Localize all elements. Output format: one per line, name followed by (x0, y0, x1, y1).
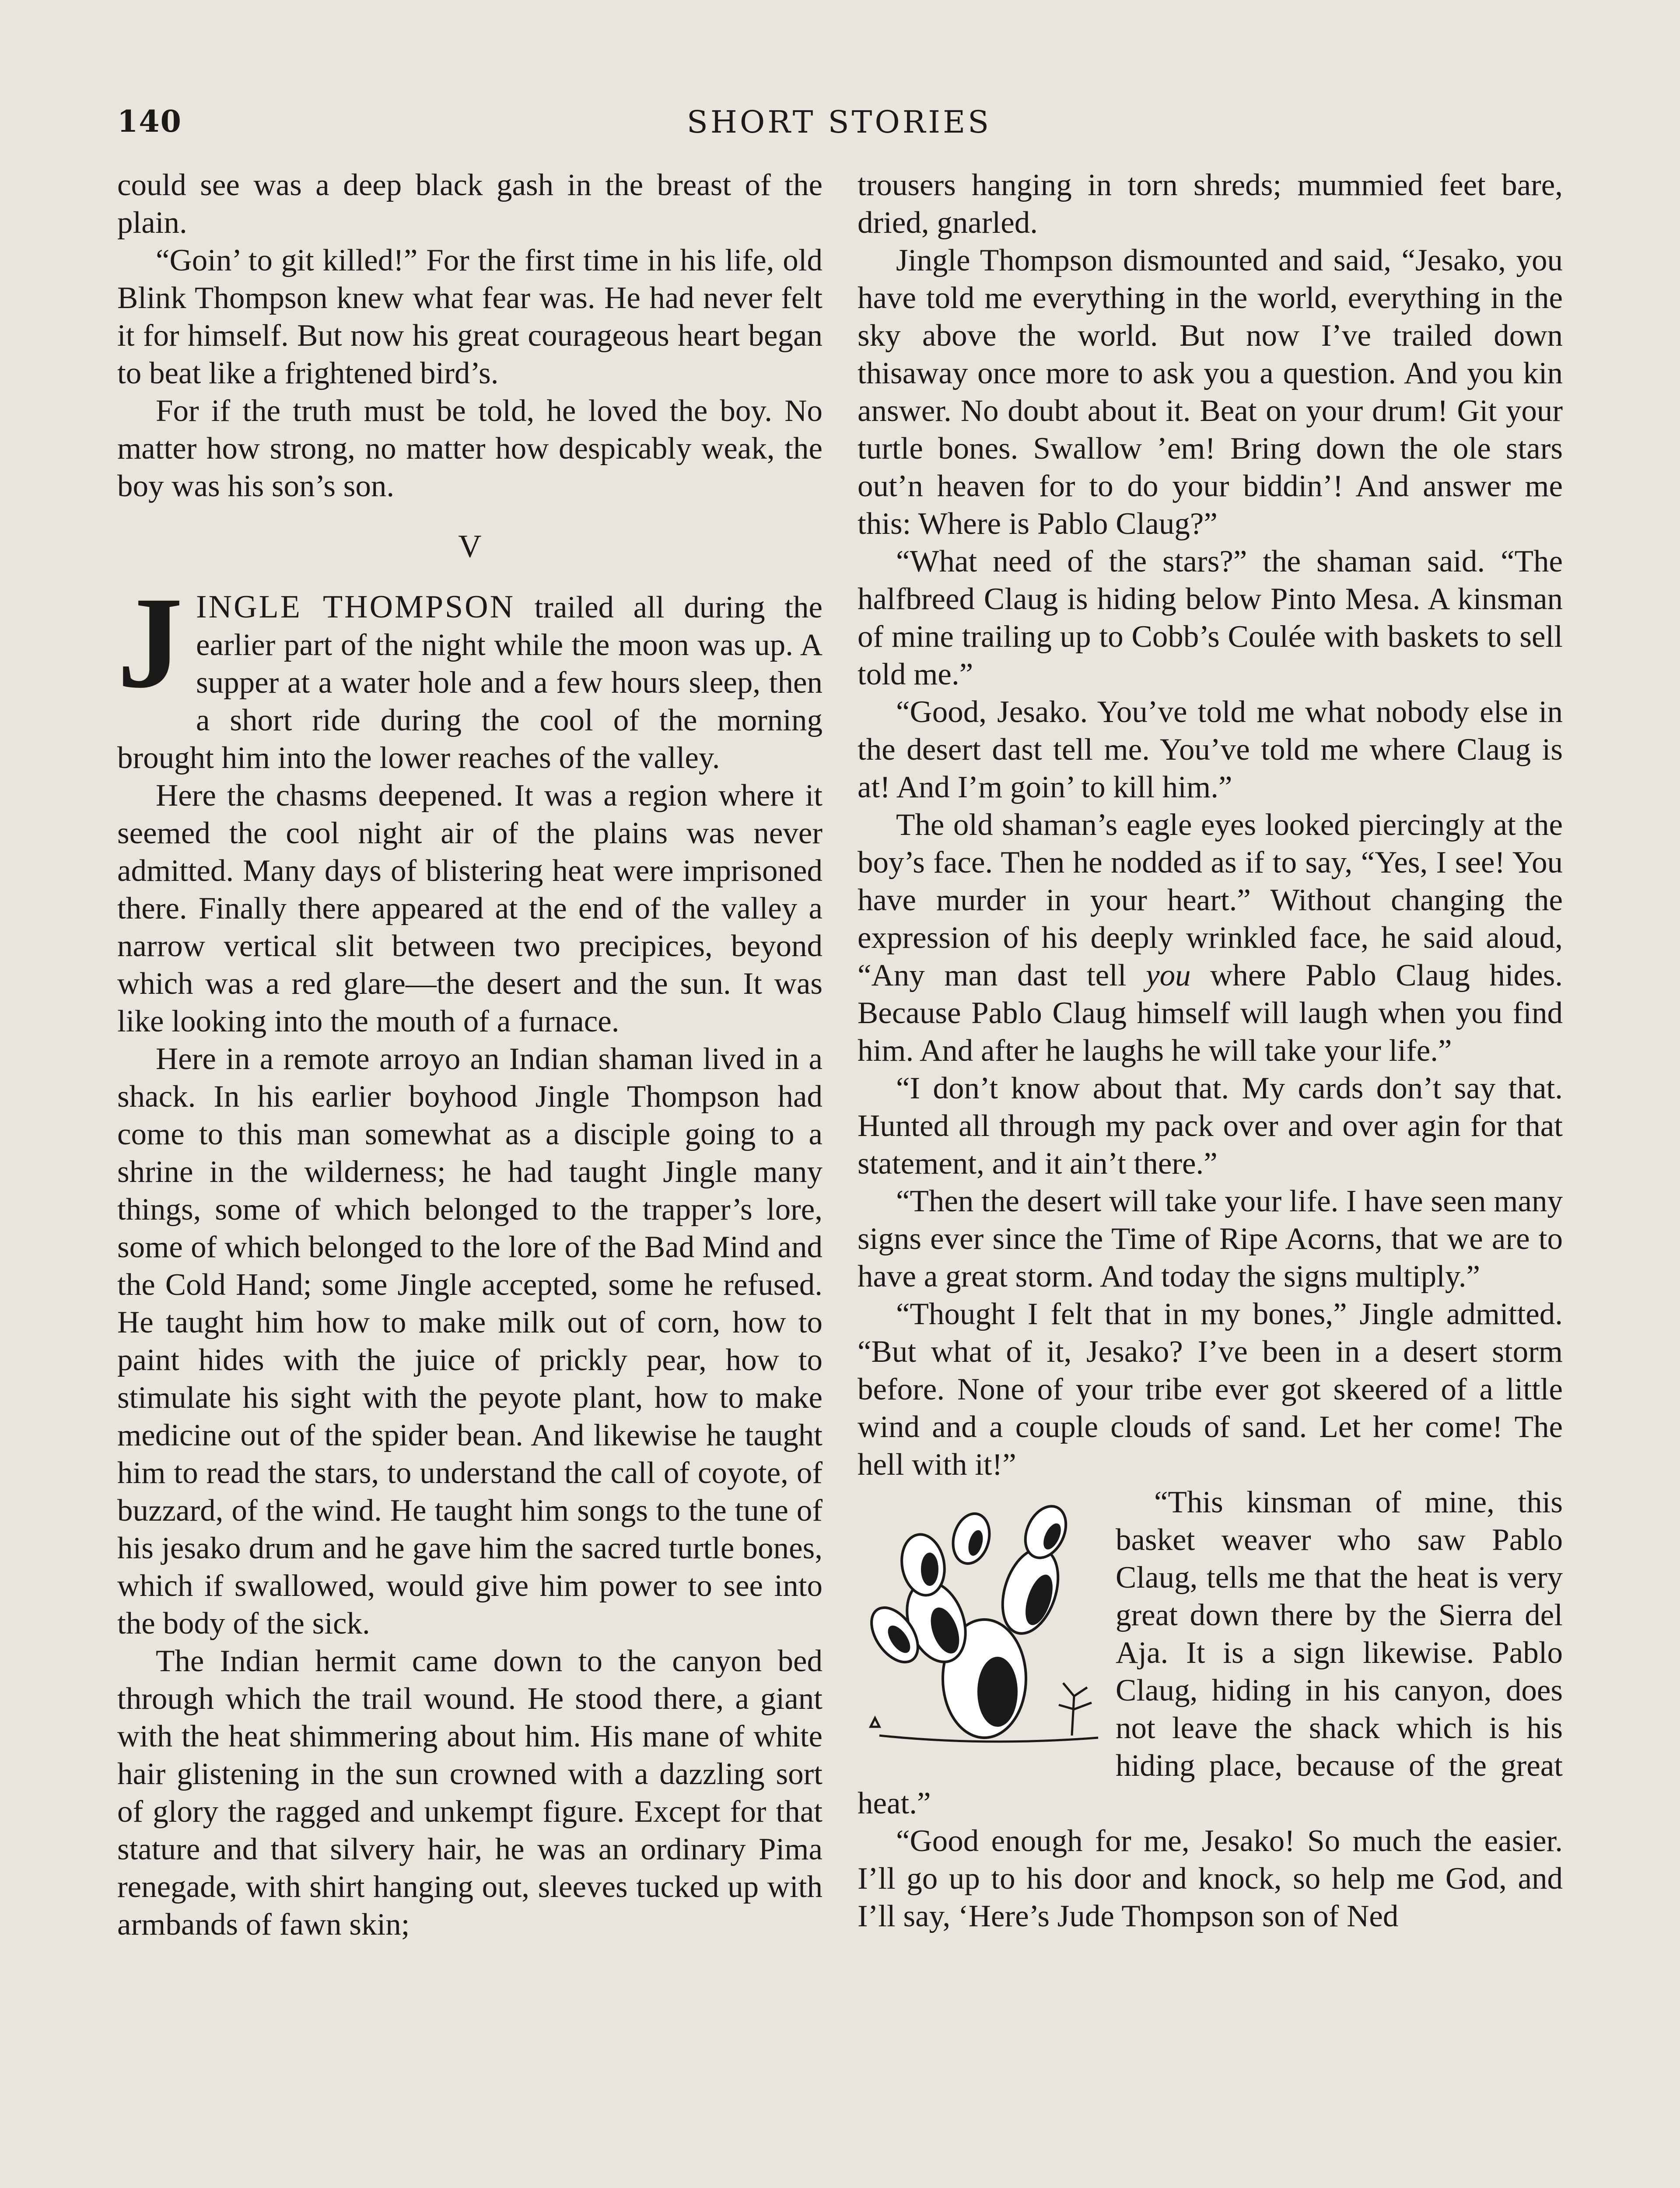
running-head: SHORT STORIES (686, 104, 992, 140)
italic-word: you (1146, 958, 1191, 992)
page-number: 140 (117, 104, 182, 139)
paragraph-text: The old shaman’s eagle eyes looked piercingly at the boy’s face. Then he nodded as if to say, “Yes, I see! You have murder in your heart.” Without changing the expression of his deeply wrinkled face, he said aloud, “Any man dast tell (858, 808, 1563, 992)
paragraph: “Goin’ to git killed!” For the first time in his life, old Blink Thompson knew what fear was. He had never felt it for himself. But now his great courageous heart began to beat like a frightened bird’s. (117, 243, 822, 390)
paragraph: “What need of the stars?” the shaman said. “The halfbreed Claug is hiding below Pinto Mesa. A kinsman of mine trailing up to Cobb’s Coulée with baskets to sell told me.” (858, 544, 1563, 691)
paragraph: For if the truth must be told, he loved the boy. No matter how strong, no matter how despicably weak, the boy was his son’s son. (117, 394, 822, 503)
paragraph-wrapping-illustration: “This kinsman of mine, this basket weaver who saw Pablo Claug, tells me that the heat is very great down there by the Sierra del Aja. It is a sign likewise. Pablo Claug, hiding in his canyon, does not leave the shack which is his hiding place, because of the great heat.” (858, 1485, 1563, 1820)
paragraph: “Good enough for me, Jesako! So much the easier. I’ll go up to his door and knock, so help me God, and I’ll say, ‘Here’s Jude Thompson son of Ned (858, 1824, 1563, 1933)
paragraph: “Good, Jesako. You’ve told me what nobody else in the desert dast tell me. You’ve told me where Claug is at! And I’m goin’ to kill him.” (858, 695, 1563, 804)
paragraph: “Thought I felt that in my bones,” Jingle admitted. “But what of it, Jesako? I’ve been in a desert storm before. None of your tribe ever got skeered of a little wind and a couple clouds of sand. Let her come! The hell with it!” (858, 1297, 1563, 1482)
cactus-illustration (853, 1490, 1107, 1749)
paragraph-text: trailed all during the earlier part of the night while the moon was up. A supper at a water hole and a few hours sleep, then a short ride during the cool of the morning brought him into the lower reaches of the valley. (117, 590, 822, 775)
paragraph-text: where Pablo Claug hides. Because Pablo Claug himself will laugh when you find him. And after he laughs he will take your life.” (858, 958, 1563, 1068)
right-column (858, 166, 1563, 1935)
paragraph: Here the chasms deepened. It was a region where it seemed the cool night air of the plains was never admitted. Many days of blistering heat were imprisoned there. Finally there appeared at the end of the valley a narrow vertical slit between two precipices, beyond which was a red glare—the desert and the sun. It was like looking into the mouth of a furnace. (117, 778, 822, 1038)
paragraph: “Then the desert will take your life. I have seen many signs ever since the Time of Ripe Acorns, that we are to have a great storm. And today the signs multiply.” (858, 1184, 1563, 1294)
paragraph: Here in a remote arroyo an Indian shaman lived in a shack. In his earlier boyhood Jingle Thompson had come to this man somewhat as a disciple going to a shrine in the wilderness; he had taught Jingle many things, some of which belonged to the trapper’s lore, some of which belonged to the lore of the Bad Mind and the Cold Hand; some Jingle accepted, some he refused. He taught him how to make milk out of corn, how to paint hides with the juice of prickly pear, how to stimulate his sight with the peyote plant, how to make medicine out of the spider bean. And likewise he taught him to read the stars, to understand the call of coyote, of buzzard, of the wind. He taught him songs to the tune of his jesako drum and he gave him the sacred turtle bones, which if swallowed, would give him power to see into the body of the sick. (117, 1042, 822, 1641)
chapter-opening-paragraph (117, 570, 822, 777)
opening-words: INGLE THOMPSON (196, 589, 515, 625)
paragraph: The Indian hermit came down to the canyon bed through which the trail wound. He stood there, a giant with the heat shimmering about him. His mane of white hair glistening in the sun crowned with a dazzling sort of glory the ragged and unkempt figure. Except for that stature and that silvery hair, he was an ordinary Pima renegade, with shirt hanging out, sleeves tucked up with armbands of fawn skin; (117, 1644, 822, 1942)
paragraph: Jingle Thompson dismounted and said, “Jesako, you have told me everything in the world, everything in the sky above the world. But now I’ve trailed down thisaway once more to ask you a question. And you kin answer. No doubt about it. Beat on your drum! Git your turtle bones. Swallow ’em! Bring down the ole stars out’n heaven for to do your biddin’! And answer me this: Where is Pablo Claug?” (858, 243, 1563, 541)
paragraph: could see was a deep black gash in the breast of the plain. (117, 168, 822, 240)
paragraph (858, 806, 1563, 1069)
page-header (117, 104, 1561, 144)
paragraph: “I don’t know about that. My cards don’t say that. Hunted all through my pack over and over agin for that statement, and it ain’t there.” (858, 1071, 1563, 1181)
left-column (117, 166, 822, 1943)
paragraph: trousers hanging in torn shreds; mummied feet bare, dried, gnarled. (858, 168, 1563, 240)
drop-cap: J (117, 570, 183, 715)
section-heading: V (458, 529, 482, 565)
